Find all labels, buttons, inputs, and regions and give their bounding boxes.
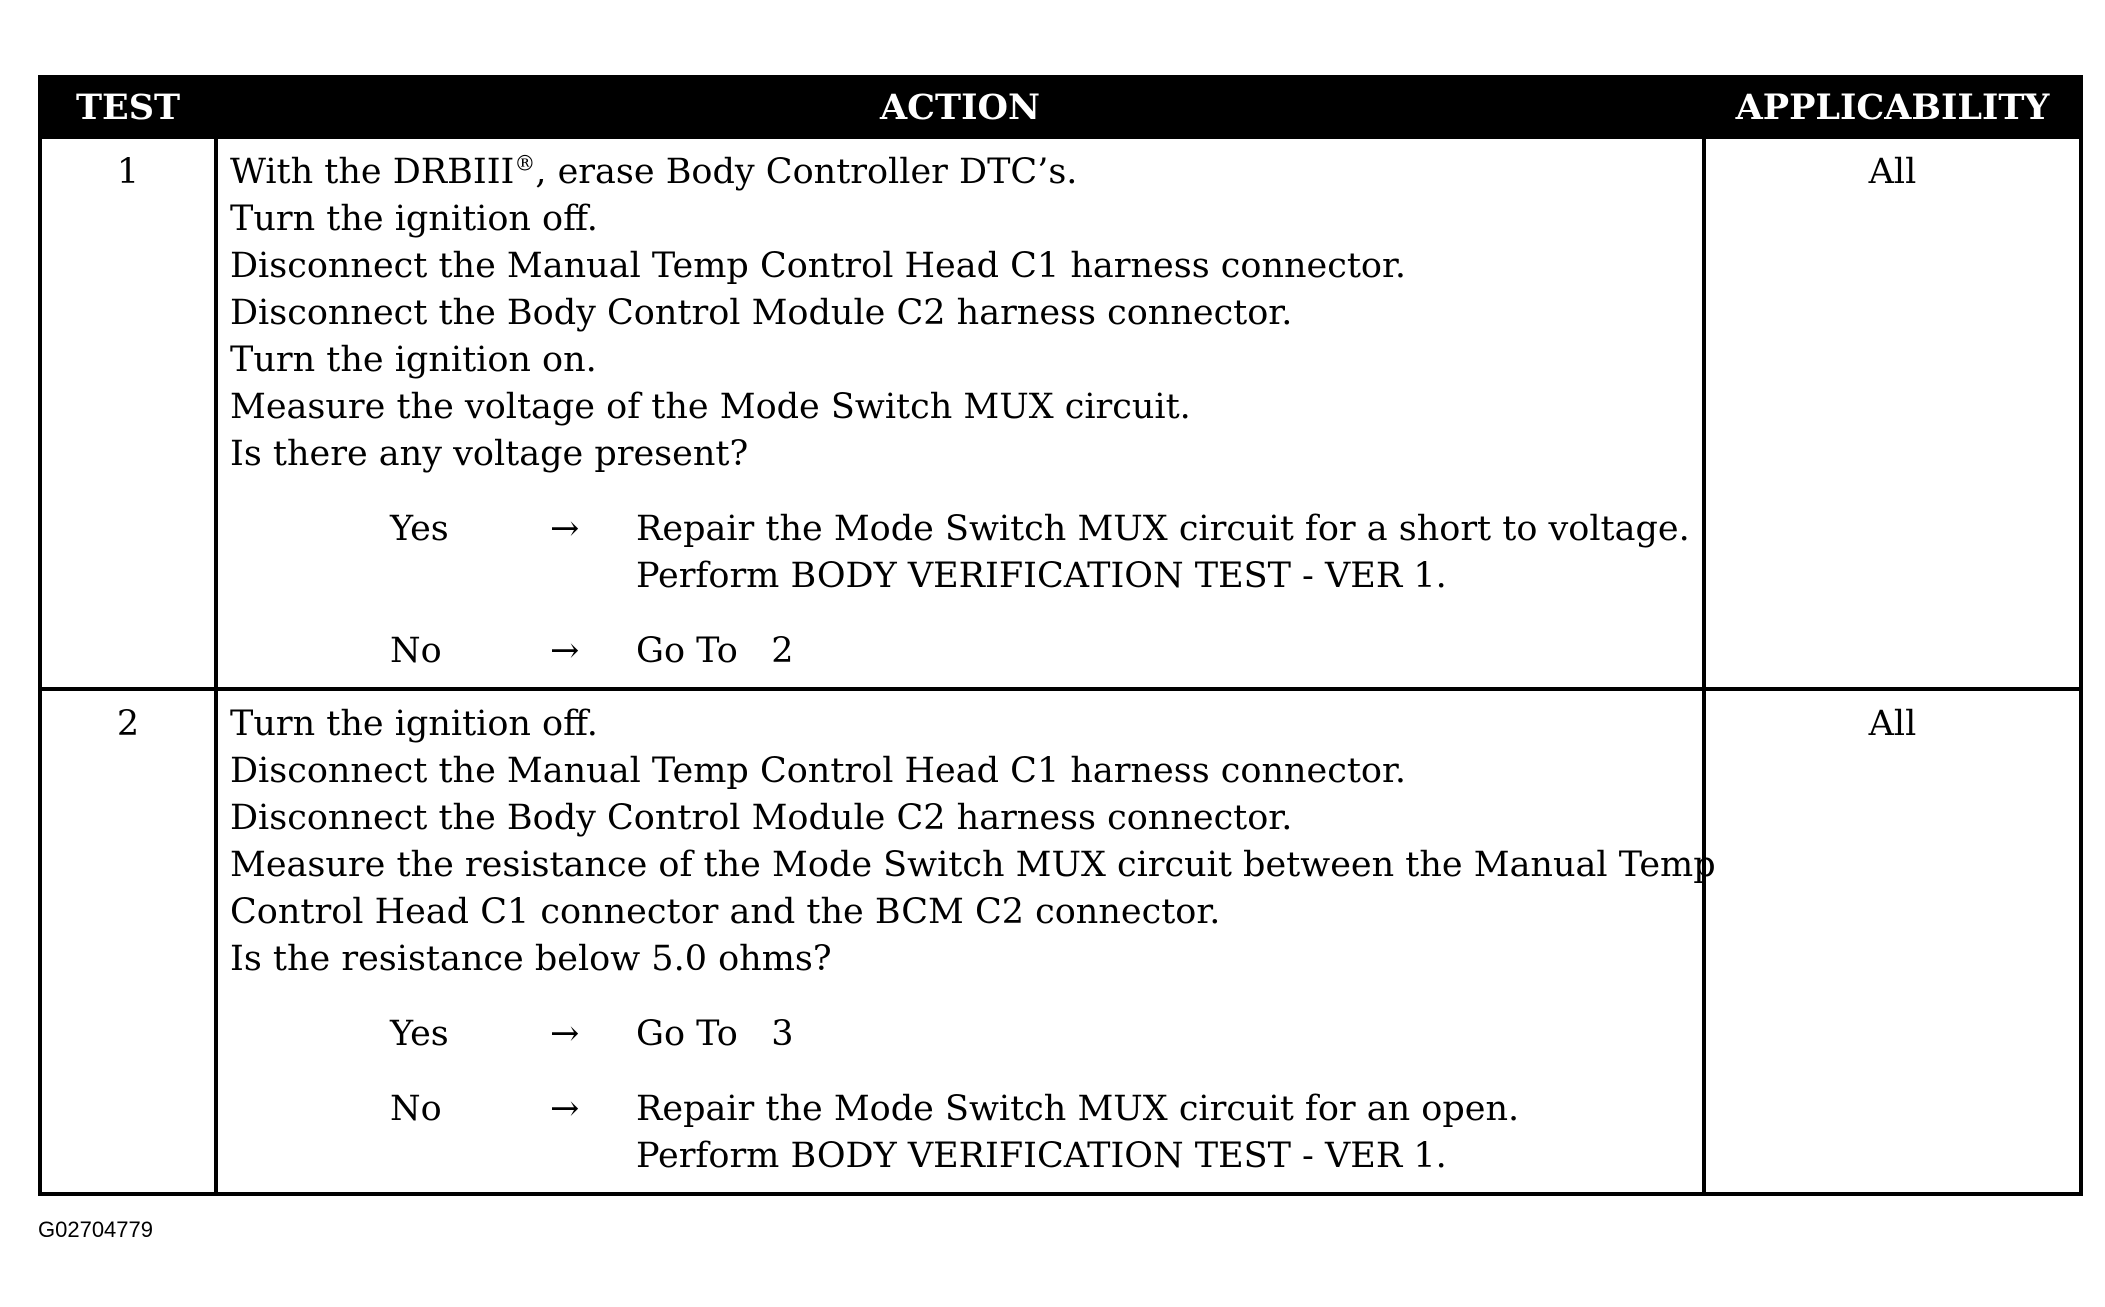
table-row: [40, 689, 2081, 1194]
registered-mark: ®: [514, 151, 536, 176]
applicability-value: All: [1704, 137, 2081, 689]
yes-label: Yes: [390, 509, 449, 549]
no-label: No: [390, 631, 442, 671]
no-result-text: Go To 2: [636, 631, 794, 671]
header-test: TEST: [40, 77, 216, 137]
applicability-value: All: [1704, 689, 2081, 1194]
action-step: With the DRBIII®, erase Body Controller DTC’s.: [230, 151, 1078, 192]
action-question: Is the resistance below 5.0 ohms?: [230, 939, 832, 979]
arrow-icon: →: [550, 631, 580, 671]
action-step: Disconnect the Manual Temp Control Head C1 harness connector.: [230, 246, 1407, 286]
yes-label: Yes: [390, 1014, 449, 1054]
action-cell: [216, 689, 1716, 1194]
result-yes: [230, 1011, 1692, 1058]
action-step: Disconnect the Manual Temp Control Head C1 harness connector.: [230, 751, 1407, 791]
figure-id: G02704779: [38, 1217, 153, 1242]
action-step: Disconnect the Body Control Module C2 harness connector.: [230, 293, 1293, 333]
result-block: [230, 1011, 1692, 1180]
result-block: [230, 506, 1692, 675]
header-action: ACTION: [216, 77, 1704, 137]
action-step: Control Head C1 connector and the BCM C2 connector.: [230, 892, 1221, 932]
yes-result-text: Go To 3: [636, 1014, 794, 1054]
header-applicability: APPLICABILITY: [1704, 77, 2081, 137]
action-cell: [216, 137, 1704, 689]
action-step: Turn the ignition off.: [230, 704, 598, 744]
arrow-icon: →: [550, 509, 580, 549]
no-result-text: Repair the Mode Switch MUX circuit for an open. Perform BODY VERIFICATION TEST - VER 1.: [636, 1089, 1520, 1176]
action-step: Turn the ignition on.: [230, 340, 597, 380]
test-number: 2: [40, 689, 216, 1194]
result-no: [230, 1086, 1692, 1180]
action-question: Is there any voltage present?: [230, 434, 749, 474]
yes-result-text: Repair the Mode Switch MUX circuit for a short to voltage. Perform BODY VERIFICATION TEST - VER 1.: [636, 509, 1690, 596]
action-step: Measure the voltage of the Mode Switch MUX circuit.: [230, 387, 1191, 427]
action-step: Disconnect the Body Control Module C2 harness connector.: [230, 798, 1293, 838]
result-no: [230, 628, 1692, 675]
table-header-row: [40, 77, 2081, 137]
action-step: Turn the ignition off.: [230, 199, 598, 239]
no-label: No: [390, 1089, 442, 1129]
test-number: 1: [40, 137, 216, 689]
result-yes: [230, 506, 1692, 600]
arrow-icon: →: [550, 1014, 580, 1054]
table-row: [40, 137, 2081, 689]
action-step: Measure the resistance of the Mode Switch MUX circuit between the Manual Temp: [230, 845, 1716, 885]
arrow-icon: →: [550, 1089, 580, 1129]
diagnostic-test-table: [38, 75, 2083, 1196]
